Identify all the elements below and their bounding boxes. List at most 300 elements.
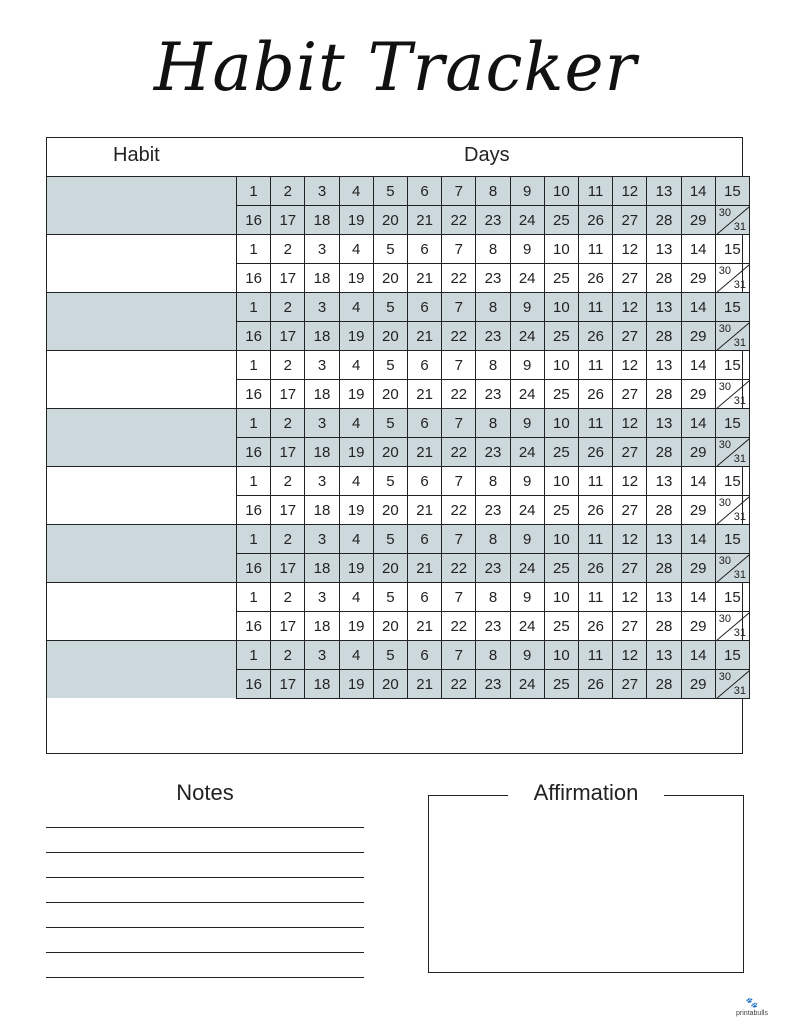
day-cell[interactable]	[544, 524, 579, 554]
day-cell[interactable]	[236, 582, 271, 612]
day-cell[interactable]	[373, 234, 408, 264]
day-cell[interactable]	[270, 205, 305, 235]
day-cell[interactable]	[270, 466, 305, 496]
day-cell[interactable]	[510, 640, 545, 670]
day-cell[interactable]	[373, 669, 408, 699]
day-cell[interactable]	[681, 292, 716, 322]
day-cell[interactable]	[715, 234, 750, 264]
day-cell[interactable]	[578, 263, 613, 293]
day-cell[interactable]	[544, 263, 579, 293]
day-cell[interactable]	[681, 205, 716, 235]
day-cell[interactable]	[544, 640, 579, 670]
day-cell[interactable]	[407, 437, 442, 467]
day-cell[interactable]	[578, 234, 613, 264]
day-cell[interactable]	[544, 321, 579, 351]
day-cell[interactable]	[339, 350, 374, 380]
day-cell[interactable]	[373, 495, 408, 525]
day-cell[interactable]	[304, 408, 339, 438]
day-cell[interactable]	[646, 321, 681, 351]
day-cell-30-31[interactable]	[715, 321, 750, 351]
day-cell[interactable]	[646, 611, 681, 641]
day-cell[interactable]	[270, 292, 305, 322]
day-cell[interactable]	[304, 321, 339, 351]
day-cell[interactable]	[681, 524, 716, 554]
day-cell[interactable]	[578, 524, 613, 554]
day-cell[interactable]	[339, 640, 374, 670]
day-cell[interactable]	[373, 379, 408, 409]
day-cell[interactable]	[715, 640, 750, 670]
day-cell[interactable]	[544, 466, 579, 496]
day-cell[interactable]	[441, 234, 476, 264]
day-cell[interactable]	[475, 495, 510, 525]
day-cell[interactable]	[475, 553, 510, 583]
day-cell[interactable]	[373, 437, 408, 467]
day-cell[interactable]	[441, 379, 476, 409]
day-cell[interactable]	[646, 524, 681, 554]
day-cell[interactable]	[236, 205, 271, 235]
day-cell[interactable]	[407, 176, 442, 206]
day-cell[interactable]	[236, 466, 271, 496]
note-line[interactable]	[46, 827, 364, 828]
day-number: 3	[317, 356, 327, 374]
habit-name-cell[interactable]	[47, 640, 236, 698]
day-cell[interactable]	[612, 379, 647, 409]
day-cell[interactable]	[612, 263, 647, 293]
note-line[interactable]	[46, 902, 364, 903]
day-cell[interactable]	[646, 408, 681, 438]
day-cell[interactable]	[646, 205, 681, 235]
day-cell[interactable]	[407, 466, 442, 496]
day-number: 7	[454, 414, 463, 432]
day-cell[interactable]	[612, 205, 647, 235]
day-cell[interactable]	[373, 292, 408, 322]
day-cell[interactable]	[373, 321, 408, 351]
day-cell[interactable]	[578, 466, 613, 496]
day-cell[interactable]	[373, 466, 408, 496]
habit-name-cell[interactable]	[47, 524, 236, 582]
day-cell[interactable]	[304, 669, 339, 699]
day-number: 26	[587, 559, 604, 577]
day-cell[interactable]	[339, 495, 374, 525]
day-cell[interactable]	[407, 524, 442, 554]
day-cell[interactable]	[373, 611, 408, 641]
day-cell[interactable]	[236, 640, 271, 670]
habit-name-cell[interactable]	[47, 408, 236, 466]
day-cell[interactable]	[510, 379, 545, 409]
day-cell[interactable]	[270, 350, 305, 380]
day-cell[interactable]	[373, 640, 408, 670]
day-cell[interactable]	[270, 553, 305, 583]
day-cell[interactable]	[339, 437, 374, 467]
day-cell[interactable]	[339, 176, 374, 206]
day-cell[interactable]	[544, 205, 579, 235]
day-number: 21	[416, 617, 433, 635]
day-cell[interactable]	[270, 176, 305, 206]
day-cell[interactable]	[339, 582, 374, 612]
day-cell[interactable]	[236, 524, 271, 554]
day-cell[interactable]	[236, 669, 271, 699]
day-cell[interactable]	[236, 292, 271, 322]
day-cell[interactable]	[510, 350, 545, 380]
habit-name-cell[interactable]	[47, 466, 236, 524]
day-cell[interactable]	[544, 408, 579, 438]
day-cell[interactable]	[578, 321, 613, 351]
day-cell[interactable]	[373, 205, 408, 235]
note-line[interactable]	[46, 977, 364, 978]
day-cell-30-31[interactable]	[715, 669, 750, 699]
day-cell[interactable]	[475, 466, 510, 496]
day-cell[interactable]	[578, 553, 613, 583]
day-cell[interactable]	[475, 234, 510, 264]
day-cell[interactable]	[441, 437, 476, 467]
day-cell[interactable]	[304, 263, 339, 293]
day-cell[interactable]	[475, 640, 510, 670]
day-cell[interactable]	[715, 524, 750, 554]
day-cell-30-31[interactable]	[715, 437, 750, 467]
day-cell[interactable]	[612, 321, 647, 351]
day-cell[interactable]	[578, 582, 613, 612]
day-cell[interactable]	[304, 466, 339, 496]
day-cell[interactable]	[646, 176, 681, 206]
day-cell[interactable]	[646, 466, 681, 496]
day-cell[interactable]	[304, 234, 339, 264]
day-number: 25	[553, 211, 570, 229]
day-cell[interactable]	[578, 205, 613, 235]
day-cell[interactable]	[407, 234, 442, 264]
day-cell[interactable]	[681, 553, 716, 583]
day-cell[interactable]	[270, 379, 305, 409]
day-cell[interactable]	[544, 611, 579, 641]
day-cell[interactable]	[646, 437, 681, 467]
day-cell[interactable]	[236, 379, 271, 409]
day-cell[interactable]	[715, 292, 750, 322]
day-cell[interactable]	[681, 321, 716, 351]
day-cell[interactable]	[715, 582, 750, 612]
day-cell[interactable]	[578, 379, 613, 409]
day-cell-30-31[interactable]	[715, 205, 750, 235]
day-cell[interactable]	[544, 350, 579, 380]
day-cell[interactable]	[578, 437, 613, 467]
day-cell[interactable]	[475, 669, 510, 699]
day-cell[interactable]	[681, 437, 716, 467]
day-cell[interactable]	[339, 466, 374, 496]
day-cell[interactable]	[646, 379, 681, 409]
day-cell[interactable]	[544, 292, 579, 322]
day-cell[interactable]	[475, 408, 510, 438]
day-cell[interactable]	[544, 234, 579, 264]
note-line[interactable]	[46, 952, 364, 953]
day-cell[interactable]	[339, 524, 374, 554]
day-31-label: 31	[733, 569, 746, 581]
day-cell[interactable]	[510, 582, 545, 612]
day-cell[interactable]	[373, 263, 408, 293]
day-cell[interactable]	[510, 234, 545, 264]
day-cell[interactable]	[544, 553, 579, 583]
day-cell[interactable]	[407, 263, 442, 293]
day-cell[interactable]	[646, 582, 681, 612]
day-cell[interactable]	[612, 582, 647, 612]
day-cell[interactable]	[510, 263, 545, 293]
day-cell[interactable]	[304, 553, 339, 583]
day-cell[interactable]	[407, 321, 442, 351]
day-cell[interactable]	[236, 263, 271, 293]
day-cell[interactable]	[407, 611, 442, 641]
day-cell[interactable]	[681, 350, 716, 380]
day-cell-30-31[interactable]	[715, 495, 750, 525]
day-cell[interactable]	[544, 437, 579, 467]
day-cell[interactable]	[236, 321, 271, 351]
day-cell[interactable]	[510, 321, 545, 351]
day-cell[interactable]	[646, 553, 681, 583]
day-cell[interactable]	[475, 321, 510, 351]
day-cell[interactable]	[304, 611, 339, 641]
day-cell[interactable]	[304, 640, 339, 670]
day-cell[interactable]	[373, 408, 408, 438]
day-cell[interactable]	[407, 205, 442, 235]
note-line[interactable]	[46, 877, 364, 878]
day-cell[interactable]	[715, 466, 750, 496]
day-cell[interactable]	[475, 379, 510, 409]
day-cell[interactable]	[681, 640, 716, 670]
day-cell[interactable]	[304, 205, 339, 235]
habit-name-cell[interactable]	[47, 292, 236, 350]
day-cell[interactable]	[715, 176, 750, 206]
day-cell[interactable]	[544, 669, 579, 699]
day-cell[interactable]	[612, 466, 647, 496]
day-cell[interactable]	[475, 176, 510, 206]
day-cell[interactable]	[544, 176, 579, 206]
day-cell[interactable]	[544, 379, 579, 409]
day-cell[interactable]	[236, 611, 271, 641]
day-cell[interactable]	[339, 553, 374, 583]
day-cell[interactable]	[510, 176, 545, 206]
day-number: 29	[689, 327, 707, 345]
day-cell[interactable]	[646, 350, 681, 380]
day-cell[interactable]	[407, 640, 442, 670]
day-number: 16	[245, 443, 262, 461]
note-line[interactable]	[46, 927, 364, 928]
day-cell[interactable]	[304, 495, 339, 525]
day-cell[interactable]	[407, 408, 442, 438]
day-cell[interactable]	[441, 524, 476, 554]
day-cell[interactable]	[236, 553, 271, 583]
day-cell[interactable]	[510, 553, 545, 583]
day-cell[interactable]	[270, 234, 305, 264]
habit-name-cell[interactable]	[47, 234, 236, 292]
habit-name-cell[interactable]	[47, 176, 236, 234]
day-cell[interactable]	[578, 495, 613, 525]
day-cell[interactable]	[441, 466, 476, 496]
day-cell[interactable]	[339, 234, 374, 264]
day-cell[interactable]	[441, 321, 476, 351]
day-cell[interactable]	[441, 582, 476, 612]
day-cell[interactable]	[475, 437, 510, 467]
day-cell[interactable]	[578, 350, 613, 380]
day-cell[interactable]	[441, 205, 476, 235]
day-number: 19	[347, 211, 365, 229]
day-cell[interactable]	[407, 495, 442, 525]
day-cell-30-31[interactable]	[715, 263, 750, 293]
day-cell[interactable]	[407, 669, 442, 699]
day-cell[interactable]	[646, 234, 681, 264]
day-cell[interactable]	[681, 669, 716, 699]
day-cell[interactable]	[681, 176, 716, 206]
day-cell[interactable]	[646, 640, 681, 670]
day-cell[interactable]	[475, 205, 510, 235]
day-cell[interactable]	[441, 611, 476, 641]
day-cell[interactable]	[578, 640, 613, 670]
day-cell[interactable]	[236, 408, 271, 438]
day-cell[interactable]	[236, 437, 271, 467]
day-cell[interactable]	[373, 553, 408, 583]
day-cell[interactable]	[441, 350, 476, 380]
day-cell[interactable]	[270, 582, 305, 612]
day-cell[interactable]	[578, 611, 613, 641]
note-line[interactable]	[46, 852, 364, 853]
day-cell[interactable]	[441, 669, 476, 699]
day-cell[interactable]	[646, 669, 681, 699]
day-cell[interactable]	[612, 524, 647, 554]
day-cell[interactable]	[236, 234, 271, 264]
day-cell[interactable]	[510, 408, 545, 438]
day-number: 13	[655, 472, 673, 490]
day-cell[interactable]	[681, 234, 716, 264]
day-cell[interactable]	[270, 263, 305, 293]
day-cell[interactable]	[441, 408, 476, 438]
day-cell[interactable]	[441, 553, 476, 583]
day-cell[interactable]	[578, 176, 613, 206]
day-cell[interactable]	[304, 524, 339, 554]
day-cell[interactable]	[646, 495, 681, 525]
day-cell-30-31[interactable]	[715, 553, 750, 583]
day-cell[interactable]	[236, 350, 271, 380]
day-cell[interactable]	[407, 350, 442, 380]
day-cell[interactable]	[441, 640, 476, 670]
day-cell[interactable]	[544, 582, 579, 612]
day-cell[interactable]	[544, 495, 579, 525]
day-cell[interactable]	[510, 524, 545, 554]
day-cell[interactable]	[475, 524, 510, 554]
day-cell[interactable]	[510, 205, 545, 235]
day-cell[interactable]	[681, 466, 716, 496]
day-cell[interactable]	[475, 611, 510, 641]
day-cell[interactable]	[441, 263, 476, 293]
day-cell[interactable]	[612, 292, 647, 322]
day-cell[interactable]	[270, 408, 305, 438]
day-cell-30-31[interactable]	[715, 379, 750, 409]
day-cell[interactable]	[510, 495, 545, 525]
day-cell[interactable]	[304, 292, 339, 322]
habit-name-cell[interactable]	[47, 582, 236, 640]
day-cell[interactable]	[270, 321, 305, 351]
day-cell[interactable]	[510, 611, 545, 641]
day-cell[interactable]	[339, 292, 374, 322]
day-cell[interactable]	[475, 350, 510, 380]
day-cell[interactable]	[510, 669, 545, 699]
day-cell[interactable]	[715, 408, 750, 438]
day-cell[interactable]	[510, 437, 545, 467]
day-cell[interactable]	[270, 640, 305, 670]
day-cell[interactable]	[304, 582, 339, 612]
day-cell[interactable]	[681, 611, 716, 641]
day-cell[interactable]	[612, 176, 647, 206]
day-cell[interactable]	[681, 408, 716, 438]
day-cell-30-31[interactable]	[715, 611, 750, 641]
day-cell[interactable]	[612, 234, 647, 264]
day-cell[interactable]	[407, 292, 442, 322]
day-cell[interactable]	[646, 263, 681, 293]
day-cell[interactable]	[510, 292, 545, 322]
day-cell[interactable]	[373, 582, 408, 612]
day-cell[interactable]	[681, 582, 716, 612]
day-cell[interactable]	[339, 263, 374, 293]
day-cell[interactable]	[441, 176, 476, 206]
day-cell[interactable]	[236, 176, 271, 206]
day-cell[interactable]	[407, 582, 442, 612]
day-cell[interactable]	[612, 437, 647, 467]
day-cell[interactable]	[510, 466, 545, 496]
day-cell[interactable]	[304, 379, 339, 409]
day-cell[interactable]	[612, 640, 647, 670]
day-number: 1	[249, 182, 258, 200]
day-cell[interactable]	[407, 553, 442, 583]
day-cell[interactable]	[612, 350, 647, 380]
day-number: 1	[249, 298, 258, 316]
day-cell[interactable]	[270, 437, 305, 467]
day-cell[interactable]	[373, 524, 408, 554]
day-cell[interactable]	[270, 495, 305, 525]
day-cell[interactable]	[475, 582, 510, 612]
day-cell[interactable]	[681, 495, 716, 525]
habit-name-cell[interactable]	[47, 350, 236, 408]
day-cell[interactable]	[578, 408, 613, 438]
day-cell[interactable]	[612, 669, 647, 699]
day-cell[interactable]	[236, 495, 271, 525]
day-cell[interactable]	[373, 176, 408, 206]
day-cell[interactable]	[304, 350, 339, 380]
day-cell[interactable]	[270, 611, 305, 641]
day-cell[interactable]	[373, 350, 408, 380]
day-cell[interactable]	[475, 263, 510, 293]
day-cell[interactable]	[407, 379, 442, 409]
day-cell[interactable]	[612, 408, 647, 438]
day-cell[interactable]	[612, 495, 647, 525]
day-cell[interactable]	[270, 524, 305, 554]
day-cell[interactable]	[646, 292, 681, 322]
day-cell[interactable]	[475, 292, 510, 322]
day-cell[interactable]	[441, 292, 476, 322]
day-cell[interactable]	[339, 205, 374, 235]
day-cell[interactable]	[612, 553, 647, 583]
day-cell[interactable]	[578, 292, 613, 322]
day-cell[interactable]	[339, 321, 374, 351]
day-cell[interactable]	[715, 350, 750, 380]
day-cell[interactable]	[681, 263, 716, 293]
day-cell[interactable]	[270, 669, 305, 699]
affirmation-box[interactable]	[428, 795, 744, 973]
day-cell[interactable]	[304, 176, 339, 206]
day-cell[interactable]	[578, 669, 613, 699]
day-cell[interactable]	[612, 611, 647, 641]
day-cell[interactable]	[339, 408, 374, 438]
day-cell[interactable]	[339, 379, 374, 409]
day-cell[interactable]	[339, 611, 374, 641]
day-number: 9	[523, 298, 532, 316]
day-cell[interactable]	[304, 437, 339, 467]
day-cell[interactable]	[681, 379, 716, 409]
day-cell[interactable]	[339, 669, 374, 699]
day-cell[interactable]	[441, 495, 476, 525]
